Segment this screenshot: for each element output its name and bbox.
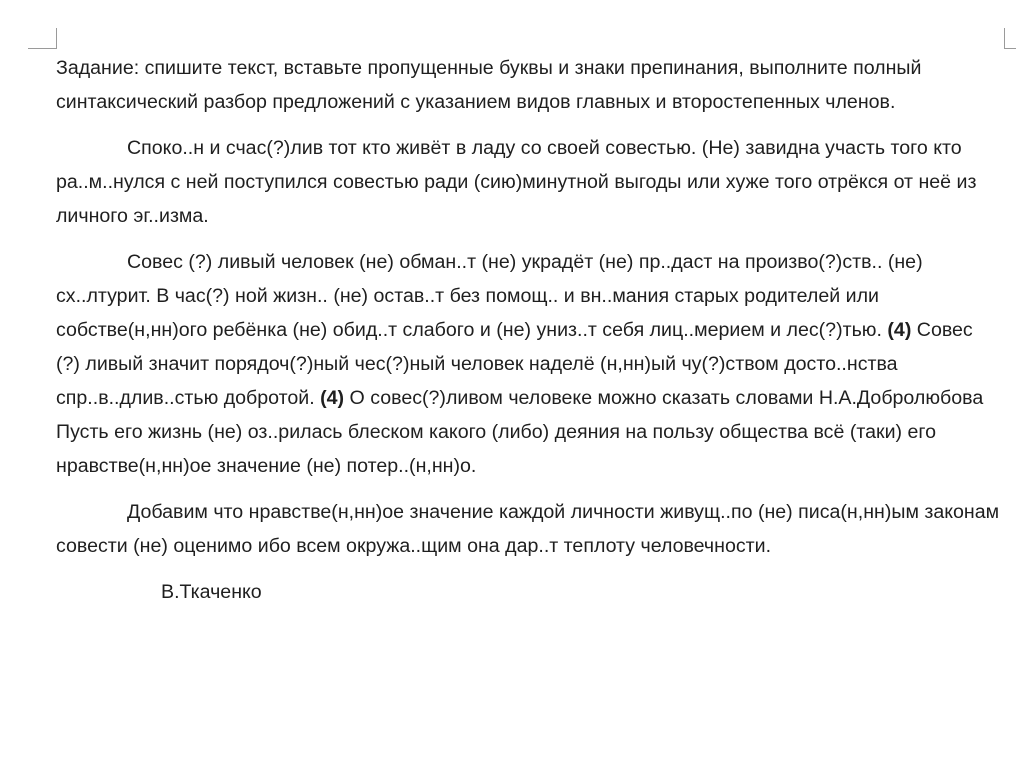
- crop-mark-top-left: [28, 28, 57, 49]
- task-instruction: Задание: спишите текст, вставьте пропущенные буквы и знаки препинания, выполните полный синтаксический разбор предложений с указанием видов главных и второстепенных членов.: [56, 57, 922, 113]
- author-signature: В.Ткаченко: [161, 581, 262, 603]
- paragraph-2-part-3: О совес(?)ливом человеке можно сказать словами Н.А.Добролюбова Пусть его жизнь (не) оз..рилась блеском какого (либо) деяния на пользу общества всё (таки) его нравстве(н,нн)ое значение (не) потер..(н,нн)о.: [56, 387, 984, 477]
- paragraph-3: Добавим что нравстве(н,нн)ое значение каждой личности живущ..по (не) писа(н,нн)ым законам совести (не) оценимо ибо всем окружа..щим она дар..т теплоту человечности.: [56, 501, 1000, 557]
- paragraph-1: Споко..н и счас(?)лив тот кто живёт в ладу со своей совестью. (Не) завидна участь того кто ра..м..нулся с ней поступился совестью ради (сию)минутной выгоды или хуже того отрёкся от неё из личного эг..изма.: [56, 137, 977, 227]
- paragraph-2-part-1: Совес (?) ливый человек (не) обман..т (не) украдёт (не) пр..даст на произво(?)ств.. (не) сх..лтурит. В час(?) ной жизн.. (не) остав..т без помощ.. и вн..мания старых родителей или собстве(н,нн)ого ребёнка (не) обид..т слабого и (не) униз..т себя лиц..мерием и лес(?)тью.: [56, 251, 923, 341]
- paragraph-2-part-2: Совес (?) ливый значит порядоч(?)ный чес(?)ный человек наделё (н,нн)ый чу(?)ством досто..нства спр..в..длив..стью добротой.: [56, 319, 973, 409]
- sentence-marker-1: (4): [887, 319, 912, 341]
- crop-mark-top-right: [1004, 28, 1016, 49]
- document-body: [56, 51, 1001, 609]
- paragraph-2: [56, 245, 1001, 483]
- sentence-marker-2: (4): [320, 387, 345, 409]
